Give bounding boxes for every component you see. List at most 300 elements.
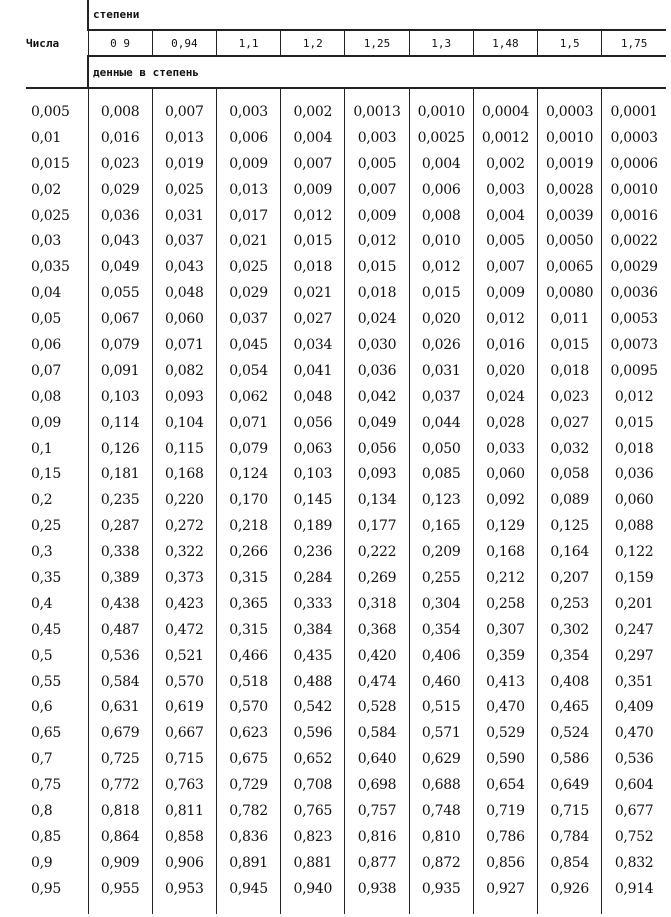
power-value: 0,201	[602, 591, 666, 617]
power-value: 0,786	[473, 824, 537, 850]
power-value: 0,007	[345, 177, 409, 203]
power-value: 0,045	[216, 332, 280, 358]
power-value: 0,020	[473, 358, 537, 384]
power-value: 0,255	[409, 565, 473, 591]
power-value: 0,222	[345, 539, 409, 565]
power-value: 0,0001	[602, 99, 666, 125]
power-value: 0,0053	[602, 306, 666, 332]
power-value: 0,071	[216, 410, 280, 436]
power-value: 0,023	[538, 384, 602, 410]
power-value: 0,048	[152, 280, 216, 306]
power-value: 0,570	[152, 669, 216, 695]
power-value: 0,036	[602, 461, 666, 487]
row-number: 0,015	[31, 155, 70, 172]
power-value: 0,891	[216, 850, 280, 876]
power-value: 0,818	[88, 798, 152, 824]
power-value: 0,406	[409, 643, 473, 669]
power-value: 0,938	[345, 876, 409, 902]
power-value: 0,032	[538, 436, 602, 462]
power-value: 0,019	[152, 151, 216, 177]
table-row	[26, 539, 666, 565]
power-value: 0,423	[152, 591, 216, 617]
row-number: 0,85	[31, 828, 61, 845]
power-value: 0,420	[345, 643, 409, 669]
power-value: 0,729	[216, 772, 280, 798]
power-value: 0,619	[152, 694, 216, 720]
row-number: 0,35	[31, 569, 61, 586]
power-value: 0,521	[152, 643, 216, 669]
power-value: 0,584	[345, 720, 409, 746]
row-number: 0,02	[31, 181, 61, 198]
power-value: 0,015	[409, 280, 473, 306]
table-row	[26, 746, 666, 772]
power-value: 0,079	[88, 332, 152, 358]
power-value: 0,033	[473, 436, 537, 462]
power-value: 0,011	[538, 306, 602, 332]
row-number: 0,95	[31, 880, 61, 897]
power-value: 0,060	[473, 461, 537, 487]
row-number: 0,3	[31, 544, 53, 561]
power-value: 0,092	[473, 487, 537, 513]
power-value: 0,060	[152, 306, 216, 332]
power-value: 0,953	[152, 876, 216, 902]
table-row	[26, 203, 666, 229]
power-value: 0,005	[473, 228, 537, 254]
power-value: 0,287	[88, 513, 152, 539]
power-value: 0,0013	[345, 99, 409, 125]
power-value: 0,023	[88, 151, 152, 177]
power-value: 0,858	[152, 824, 216, 850]
power-value: 0,0006	[602, 151, 666, 177]
power-value: 0,258	[473, 591, 537, 617]
power-value: 0,009	[216, 151, 280, 177]
power-value: 0,757	[345, 798, 409, 824]
power-value: 0,247	[602, 617, 666, 643]
power-value: 0,0025	[409, 125, 473, 151]
power-value: 0,640	[345, 746, 409, 772]
power-value: 0,667	[152, 720, 216, 746]
power-value: 0,677	[602, 798, 666, 824]
power-value: 0,0036	[602, 280, 666, 306]
power-value: 0,091	[88, 358, 152, 384]
row-number: 0,08	[31, 388, 61, 405]
power-value: 0,220	[152, 487, 216, 513]
power-value: 0,0016	[602, 203, 666, 229]
power-value: 0,007	[152, 99, 216, 125]
power-value: 0,207	[538, 565, 602, 591]
power-value: 0,235	[88, 487, 152, 513]
table-row	[26, 177, 666, 203]
power-value: 0,253	[538, 591, 602, 617]
power-value: 0,015	[538, 332, 602, 358]
power-value: 0,054	[216, 358, 280, 384]
power-value: 0,008	[409, 203, 473, 229]
power-value: 0,872	[409, 850, 473, 876]
power-value: 0,050	[409, 436, 473, 462]
table-row	[26, 772, 666, 798]
exponent-header: 1,75	[602, 30, 666, 56]
table-body	[26, 99, 666, 914]
row-number: 0,025	[31, 207, 70, 224]
power-value: 0,031	[152, 203, 216, 229]
power-value: 0,0028	[538, 177, 602, 203]
power-value: 0,284	[281, 565, 345, 591]
row-number: 0,05	[31, 311, 61, 328]
power-value: 0,0029	[602, 254, 666, 280]
power-value: 0,0003	[538, 99, 602, 125]
table-row	[26, 643, 666, 669]
row-number: 0,4	[31, 595, 53, 612]
power-value: 0,103	[281, 461, 345, 487]
power-value: 0,536	[88, 643, 152, 669]
power-value: 0,518	[216, 669, 280, 695]
row-number: 0,035	[31, 259, 70, 276]
table-row	[26, 876, 666, 902]
power-value: 0,055	[88, 280, 152, 306]
power-value: 0,596	[281, 720, 345, 746]
power-value: 0,007	[281, 151, 345, 177]
power-value: 0,0012	[473, 125, 537, 151]
power-value: 0,003	[216, 99, 280, 125]
power-value: 0,0010	[602, 177, 666, 203]
power-value: 0,584	[88, 669, 152, 695]
power-value: 0,134	[345, 487, 409, 513]
power-value: 0,027	[281, 306, 345, 332]
row-number: 0,04	[31, 285, 61, 302]
power-value: 0,037	[216, 306, 280, 332]
power-value: 0,715	[152, 746, 216, 772]
power-value: 0,472	[152, 617, 216, 643]
row-number: 0,5	[31, 647, 53, 664]
table-row	[26, 694, 666, 720]
power-value: 0,926	[538, 876, 602, 902]
power-value: 0,088	[602, 513, 666, 539]
power-value: 0,123	[409, 487, 473, 513]
table-row	[26, 332, 666, 358]
power-value: 0,487	[88, 617, 152, 643]
row-number: 0,09	[31, 414, 61, 431]
power-value: 0,003	[473, 177, 537, 203]
power-value: 0,049	[88, 254, 152, 280]
row-number: 0,8	[31, 802, 53, 819]
power-value: 0,338	[88, 539, 152, 565]
power-value: 0,236	[281, 539, 345, 565]
power-value: 0,725	[88, 746, 152, 772]
power-value: 0,063	[281, 436, 345, 462]
power-value: 0,466	[216, 643, 280, 669]
power-value: 0,020	[409, 306, 473, 332]
power-value: 0,0073	[602, 332, 666, 358]
power-value: 0,0022	[602, 228, 666, 254]
power-value: 0,765	[281, 798, 345, 824]
power-value: 0,003	[345, 125, 409, 151]
power-value: 0,0095	[602, 358, 666, 384]
table-row	[26, 151, 666, 177]
raised-header: денные в степень	[88, 56, 666, 88]
row-number: 0,45	[31, 621, 61, 638]
power-value: 0,018	[538, 358, 602, 384]
power-value: 0,914	[602, 876, 666, 902]
power-value: 0,058	[538, 461, 602, 487]
power-value: 0,164	[538, 539, 602, 565]
power-value: 0,0010	[538, 125, 602, 151]
power-value: 0,854	[538, 850, 602, 876]
table-row	[26, 228, 666, 254]
power-value: 0,181	[88, 461, 152, 487]
power-value: 0,304	[409, 591, 473, 617]
power-value: 0,315	[216, 617, 280, 643]
table-row	[26, 254, 666, 280]
table-row	[26, 513, 666, 539]
power-value: 0,0065	[538, 254, 602, 280]
power-value: 0,015	[602, 410, 666, 436]
power-value: 0,782	[216, 798, 280, 824]
power-value: 0,012	[409, 254, 473, 280]
table-row	[26, 306, 666, 332]
power-value: 0,368	[345, 617, 409, 643]
power-value: 0,409	[602, 694, 666, 720]
power-value: 0,0010	[409, 99, 473, 125]
power-value: 0,0003	[602, 125, 666, 151]
exponent-header: 1,48	[473, 30, 537, 56]
power-value: 0,042	[345, 384, 409, 410]
power-value: 0,474	[345, 669, 409, 695]
table-row	[26, 125, 666, 151]
power-value: 0,044	[409, 410, 473, 436]
power-value: 0,145	[281, 487, 345, 513]
table-row	[26, 565, 666, 591]
power-value: 0,935	[409, 876, 473, 902]
table-row	[26, 410, 666, 436]
power-value: 0,025	[152, 177, 216, 203]
power-value: 0,389	[88, 565, 152, 591]
power-value: 0,0004	[473, 99, 537, 125]
table-row	[26, 798, 666, 824]
power-value: 0,877	[345, 850, 409, 876]
power-value: 0,115	[152, 436, 216, 462]
power-value: 0,784	[538, 824, 602, 850]
power-value: 0,536	[602, 746, 666, 772]
power-value: 0,698	[345, 772, 409, 798]
power-value: 0,940	[281, 876, 345, 902]
power-value: 0,266	[216, 539, 280, 565]
power-value: 0,955	[88, 876, 152, 902]
exponent-header: 1,1	[216, 30, 280, 56]
power-value: 0,041	[281, 358, 345, 384]
power-value: 0,031	[409, 358, 473, 384]
header-row-bottom	[26, 56, 666, 88]
power-value: 0,542	[281, 694, 345, 720]
power-value: 0,864	[88, 824, 152, 850]
power-value: 0,012	[345, 228, 409, 254]
row-number: 0,2	[31, 492, 53, 509]
power-value: 0,067	[88, 306, 152, 332]
power-value: 0,413	[473, 669, 537, 695]
power-table	[26, 0, 666, 914]
power-value: 0,354	[409, 617, 473, 643]
power-value: 0,043	[152, 254, 216, 280]
table-row	[26, 824, 666, 850]
row-number: 0,03	[31, 233, 61, 250]
power-value: 0,056	[345, 436, 409, 462]
power-value: 0,028	[473, 410, 537, 436]
power-value: 0,016	[473, 332, 537, 358]
power-value: 0,460	[409, 669, 473, 695]
power-value: 0,009	[345, 203, 409, 229]
power-value: 0,004	[281, 125, 345, 151]
power-value: 0,012	[473, 306, 537, 332]
table-row	[26, 617, 666, 643]
exponent-header: 1,2	[281, 30, 345, 56]
power-value: 0,354	[538, 643, 602, 669]
power-value: 0,752	[602, 824, 666, 850]
table-row	[26, 720, 666, 746]
header-row-top	[26, 0, 666, 30]
power-value: 0,062	[216, 384, 280, 410]
power-value: 0,811	[152, 798, 216, 824]
power-value: 0,629	[409, 746, 473, 772]
power-value: 0,408	[538, 669, 602, 695]
power-value: 0,006	[216, 125, 280, 151]
power-value: 0,018	[345, 280, 409, 306]
power-value: 0,002	[473, 151, 537, 177]
power-value: 0,129	[473, 513, 537, 539]
power-value: 0,927	[473, 876, 537, 902]
power-value: 0,029	[88, 177, 152, 203]
table-row	[26, 591, 666, 617]
row-number: 0,07	[31, 362, 61, 379]
powers-header: степени	[88, 0, 666, 30]
power-value: 0,079	[216, 436, 280, 462]
power-value: 0,104	[152, 410, 216, 436]
power-value: 0,315	[216, 565, 280, 591]
power-value: 0,071	[152, 332, 216, 358]
row-number: 0,6	[31, 699, 53, 716]
table-row	[26, 436, 666, 462]
power-value: 0,060	[602, 487, 666, 513]
power-value: 0,763	[152, 772, 216, 798]
table-row	[26, 280, 666, 306]
power-value: 0,528	[345, 694, 409, 720]
power-value: 0,012	[602, 384, 666, 410]
power-value: 0,043	[88, 228, 152, 254]
power-value: 0,016	[88, 125, 152, 151]
power-value: 0,654	[473, 772, 537, 798]
power-value: 0,359	[473, 643, 537, 669]
power-value: 0,719	[473, 798, 537, 824]
power-value: 0,018	[602, 436, 666, 462]
power-value: 0,571	[409, 720, 473, 746]
power-value: 0,384	[281, 617, 345, 643]
power-value: 0,297	[602, 643, 666, 669]
power-value: 0,024	[473, 384, 537, 410]
power-value: 0,030	[345, 332, 409, 358]
power-value: 0,909	[88, 850, 152, 876]
power-value: 0,488	[281, 669, 345, 695]
row-number: 0,75	[31, 777, 61, 794]
power-value: 0,024	[345, 306, 409, 332]
power-value: 0,056	[281, 410, 345, 436]
row-number: 0,25	[31, 518, 61, 535]
row-number: 0,15	[31, 466, 61, 483]
power-value: 0,623	[216, 720, 280, 746]
bottom-spacer-row	[26, 902, 666, 914]
row-number: 0,01	[31, 129, 61, 146]
power-value: 0,570	[216, 694, 280, 720]
power-value: 0,021	[216, 228, 280, 254]
power-value: 0,015	[281, 228, 345, 254]
power-value: 0,168	[152, 461, 216, 487]
power-value: 0,036	[345, 358, 409, 384]
row-number: 0,55	[31, 673, 61, 690]
power-value: 0,333	[281, 591, 345, 617]
power-value: 0,165	[409, 513, 473, 539]
table-row	[26, 461, 666, 487]
power-value: 0,435	[281, 643, 345, 669]
power-value: 0,218	[216, 513, 280, 539]
power-value: 0,010	[409, 228, 473, 254]
power-value: 0,093	[345, 461, 409, 487]
power-value: 0,0019	[538, 151, 602, 177]
power-value: 0,604	[602, 772, 666, 798]
power-value: 0,085	[409, 461, 473, 487]
power-value: 0,026	[409, 332, 473, 358]
power-value: 0,832	[602, 850, 666, 876]
power-value: 0,836	[216, 824, 280, 850]
power-value: 0,021	[281, 280, 345, 306]
power-value: 0,036	[88, 203, 152, 229]
power-value: 0,302	[538, 617, 602, 643]
power-value: 0,590	[473, 746, 537, 772]
power-value: 0,470	[602, 720, 666, 746]
power-value: 0,307	[473, 617, 537, 643]
power-value: 0,715	[538, 798, 602, 824]
power-value: 0,631	[88, 694, 152, 720]
power-value: 0,649	[538, 772, 602, 798]
power-value: 0,945	[216, 876, 280, 902]
power-value: 0,816	[345, 824, 409, 850]
power-value: 0,017	[216, 203, 280, 229]
power-value: 0,906	[152, 850, 216, 876]
power-value: 0,124	[216, 461, 280, 487]
power-value: 0,008	[88, 99, 152, 125]
power-value: 0,465	[538, 694, 602, 720]
power-value: 0,007	[473, 254, 537, 280]
power-value: 0,652	[281, 746, 345, 772]
power-value: 0,049	[345, 410, 409, 436]
power-value: 0,373	[152, 565, 216, 591]
power-value: 0,0050	[538, 228, 602, 254]
power-value: 0,015	[345, 254, 409, 280]
power-value: 0,037	[409, 384, 473, 410]
power-value: 0,159	[602, 565, 666, 591]
power-value: 0,529	[473, 720, 537, 746]
row-number: 0,005	[31, 103, 70, 120]
exponent-header: 1,5	[538, 30, 602, 56]
power-value: 0,810	[409, 824, 473, 850]
power-value: 0,114	[88, 410, 152, 436]
power-value: 0,089	[538, 487, 602, 513]
power-value: 0,018	[281, 254, 345, 280]
exponent-header: 1,3	[409, 30, 473, 56]
power-value: 0,679	[88, 720, 152, 746]
power-value: 0,351	[602, 669, 666, 695]
power-value: 0,168	[473, 539, 537, 565]
power-value: 0,269	[345, 565, 409, 591]
power-value: 0,103	[88, 384, 152, 410]
power-value: 0,126	[88, 436, 152, 462]
power-value: 0,034	[281, 332, 345, 358]
